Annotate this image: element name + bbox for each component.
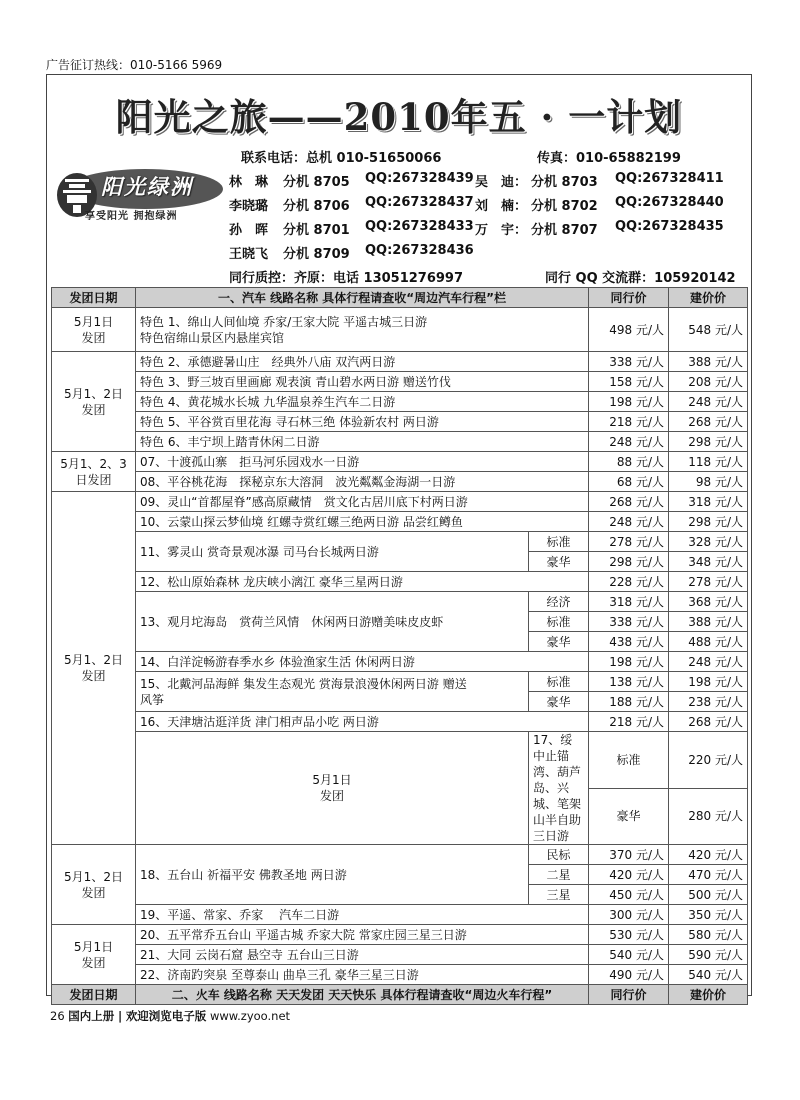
staff-name: 林 琳 — [229, 175, 269, 190]
website-url: www.zyoo.net — [209, 1009, 291, 1023]
footer-separator: | — [117, 1009, 123, 1023]
retail-price: 298 元/人 — [669, 512, 748, 532]
page-frame — [46, 74, 752, 1002]
retail-price: 318 元/人 — [669, 492, 748, 512]
grade-cell: 二星 — [529, 865, 589, 885]
table-header — [52, 985, 748, 1005]
grade-cell: 三星 — [529, 885, 589, 905]
staff-ext: 分机 8705 — [283, 175, 350, 190]
table-row — [52, 925, 748, 945]
retail-price: 208 元/人 — [669, 372, 748, 392]
route-cell: 07、十渡孤山寨 拒马河乐园戏水一日游 — [136, 452, 589, 472]
grade-cell: 标准 — [529, 532, 589, 552]
trade-price: 198 元/人 — [589, 392, 669, 412]
date-cell: 5月1、2、3 日发团 — [52, 452, 136, 492]
date-cell: 5月1日 发团 — [52, 308, 136, 352]
retail-price: 348 元/人 — [669, 552, 748, 572]
retail-price: 328 元/人 — [669, 532, 748, 552]
trade-price: 278 元/人 — [589, 532, 669, 552]
retail-price: 268 元/人 — [669, 712, 748, 732]
grade-cell: 标准 — [529, 672, 589, 692]
trade-price: 498 元/人 — [589, 308, 669, 352]
route-cell: 特色 5、平谷赏百里花海 寻石林三绝 体验新农村 两日游 — [136, 412, 589, 432]
trade-price: 420 元/人 — [589, 865, 669, 885]
route-cell: 特色 1、绵山人间仙境 乔家/王家大院 平遥古城三日游 特色宿绵山景区内悬崖宾馆 — [136, 308, 589, 352]
table-header — [52, 288, 748, 308]
date-cell: 5月1日 发团 — [136, 732, 529, 845]
staff-name: 刘 楠： — [475, 199, 528, 214]
trade-price: 370 元/人 — [589, 845, 669, 865]
trade-price: 218 元/人 — [589, 412, 669, 432]
route-cell: 09、灵山“首都屋脊”感高原藏情 赏文化古居川底下村两日游 — [136, 492, 589, 512]
table-row — [52, 592, 748, 612]
trade-price: 268 元/人 — [589, 492, 669, 512]
grade-cell: 标准 — [529, 612, 589, 632]
date-cell: 5月1、2日 发团 — [52, 352, 136, 452]
trade-price: 530 元/人 — [589, 925, 669, 945]
staff-qq: QQ:267328433 — [365, 219, 474, 234]
retail-price: 248 元/人 — [669, 392, 748, 412]
route-cell: 特色 2、承德避暑山庄 经典外八庙 双汽两日游 — [136, 352, 589, 372]
staff-ext: 分机 8706 — [283, 199, 350, 214]
contact-block — [47, 75, 751, 285]
staff-name: 万 宇： — [475, 223, 528, 238]
trade-price: 490 元/人 — [589, 965, 669, 985]
trade-price: 338 元/人 — [589, 352, 669, 372]
trade-price: 248 元/人 — [589, 432, 669, 452]
section-bus-header: 一、汽车 线路名称 具体行程请查收“周边汽车行程”栏 — [136, 288, 589, 308]
route-cell: 21、大同 云岗石窟 悬空寺 五台山三日游 — [136, 945, 589, 965]
route-table — [51, 287, 748, 1005]
phone-line: 联系电话：总机 010-51650066 — [241, 151, 442, 166]
grade-cell: 民标 — [529, 845, 589, 865]
staff-ext: 分机 8702 — [531, 199, 598, 214]
trade-price: 280 元/人 — [669, 788, 748, 845]
route-cell: 08、平谷桃花海 探秘京东大溶洞 波光粼粼金海湖一日游 — [136, 472, 589, 492]
route-cell: 15、北戴河品海鲜 集发生态观光 赏海景浪漫休闲两日游 赠送 风筝 — [136, 672, 529, 712]
trade-price: 450 元/人 — [589, 885, 669, 905]
table-row — [52, 652, 748, 672]
grade-cell: 标准 — [589, 732, 669, 789]
staff-qq: QQ:267328435 — [615, 219, 724, 234]
table-row — [52, 352, 748, 372]
staff-ext: 分机 8703 — [531, 175, 598, 190]
staff-name: 王晓飞 — [229, 247, 269, 262]
retail-price: 420 元/人 — [669, 845, 748, 865]
retail-price: 350 元/人 — [669, 905, 748, 925]
page-number: 26 — [50, 1009, 65, 1023]
trade-price: 318 元/人 — [589, 592, 669, 612]
table-row — [52, 572, 748, 592]
route-cell: 11、雾灵山 赏奇景观冰瀑 司马台长城两日游 — [136, 532, 529, 572]
trade-price: 138 元/人 — [589, 672, 669, 692]
col-trade-header: 同行价 — [589, 288, 669, 308]
col-retail-header: 建价价 — [669, 985, 748, 1005]
retail-price: 388 元/人 — [669, 612, 748, 632]
trade-price: 218 元/人 — [589, 712, 669, 732]
ebook-note: 欢迎浏览电子版 — [125, 1009, 207, 1023]
quality-control: 同行质控：齐原：电话 13051276997 — [229, 271, 464, 286]
staff-name: 吴 迪： — [475, 175, 528, 190]
logo-brand: 阳光绿洲 — [101, 174, 193, 199]
col-retail-header: 建价价 — [669, 288, 748, 308]
retail-price: 298 元/人 — [669, 432, 748, 452]
retail-price: 488 元/人 — [669, 632, 748, 652]
route-cell: 14、白洋淀畅游春季水乡 体验渔家生活 休闲两日游 — [136, 652, 589, 672]
section-train-header: 二、火车 线路名称 天天发团 天天快乐 具体行程请查收“周边火车行程” — [136, 985, 589, 1005]
route-cell: 20、五平常乔五台山 平遥古城 乔家大院 常家庄园三星三日游 — [136, 925, 589, 945]
table-row — [52, 532, 748, 552]
date-cell: 5月1、2日 发团 — [52, 845, 136, 925]
trade-price: 540 元/人 — [589, 945, 669, 965]
grade-cell: 经济 — [529, 592, 589, 612]
table-row — [52, 845, 748, 865]
staff-qq: QQ:267328411 — [615, 171, 724, 186]
staff-ext: 分机 8707 — [531, 223, 598, 238]
date-cell: 5月1日 发团 — [52, 925, 136, 985]
route-cell: 特色 6、丰宁坝上踏青休闲二日游 — [136, 432, 589, 452]
route-cell: 13、观月坨海岛 赏荷兰风情 休闲两日游赠美味皮皮虾 — [136, 592, 529, 652]
table-row — [52, 432, 748, 452]
ad-hotline: 广告征订热线：010-5166 5969 — [46, 58, 223, 72]
page-footer — [50, 1008, 290, 1024]
retail-price: 268 元/人 — [669, 412, 748, 432]
staff-ext: 分机 8701 — [283, 223, 350, 238]
logo-slogan: 享受阳光 拥抱绿洲 — [85, 211, 178, 222]
staff-qq: QQ:267328436 — [365, 243, 474, 258]
trade-price: 438 元/人 — [589, 632, 669, 652]
retail-price: 548 元/人 — [669, 308, 748, 352]
route-cell: 22、济南趵突泉 至尊泰山 曲阜三孔 豪华三星三日游 — [136, 965, 589, 985]
route-cell: 17、绥中止锚湾、葫芦岛、兴城、笔架山半自助三日游 — [529, 732, 589, 845]
grade-cell: 豪华 — [529, 632, 589, 652]
table-row — [52, 945, 748, 965]
retail-price: 278 元/人 — [669, 572, 748, 592]
table-row — [52, 372, 748, 392]
banner-title: 阳光之旅——2010年五 · 一计划 — [115, 95, 683, 139]
trade-price: 88 元/人 — [589, 452, 669, 472]
route-cell: 19、平遥、常家、乔家 汽车二日游 — [136, 905, 589, 925]
grade-cell: 豪华 — [589, 788, 669, 845]
fax-line: 传真：010-65882199 — [537, 151, 681, 166]
retail-price: 500 元/人 — [669, 885, 748, 905]
staff-qq: QQ:267328440 — [615, 195, 724, 210]
table-row — [52, 512, 748, 532]
trade-price: 158 元/人 — [589, 372, 669, 392]
staff-name: 孙 晖 — [229, 223, 269, 238]
retail-price: 590 元/人 — [669, 945, 748, 965]
col-date-header: 发团日期 — [52, 985, 136, 1005]
trade-price: 228 元/人 — [589, 572, 669, 592]
retail-price: 470 元/人 — [669, 865, 748, 885]
staff-qq: QQ:267328439 — [365, 171, 474, 186]
table-row — [52, 712, 748, 732]
route-cell: 特色 3、野三坡百里画廊 观表演 青山碧水两日游 赠送竹伐 — [136, 372, 589, 392]
retail-price: 580 元/人 — [669, 925, 748, 945]
table-row — [52, 732, 748, 789]
grade-cell: 豪华 — [529, 552, 589, 572]
trade-price: 198 元/人 — [589, 652, 669, 672]
table-row — [52, 472, 748, 492]
retail-price: 238 元/人 — [669, 692, 748, 712]
trade-price: 188 元/人 — [589, 692, 669, 712]
retail-price: 98 元/人 — [669, 472, 748, 492]
col-date-header: 发团日期 — [52, 288, 136, 308]
retail-price: 368 元/人 — [669, 592, 748, 612]
table-row — [52, 965, 748, 985]
table-row — [52, 452, 748, 472]
staff-ext: 分机 8709 — [283, 247, 350, 262]
retail-price: 118 元/人 — [669, 452, 748, 472]
route-cell: 10、云蒙山探云梦仙境 红螺寺赏红螺三绝两日游 品尝红鳟鱼 — [136, 512, 589, 532]
route-cell: 特色 4、黄花城水长城 九华温泉养生汽车二日游 — [136, 392, 589, 412]
retail-price: 198 元/人 — [669, 672, 748, 692]
table-row — [52, 392, 748, 412]
trade-price: 300 元/人 — [589, 905, 669, 925]
qq-group: 同行 QQ 交流群：105920142 — [545, 271, 736, 286]
trade-price: 338 元/人 — [589, 612, 669, 632]
staff-qq: QQ:267328437 — [365, 195, 474, 210]
table-row — [52, 492, 748, 512]
retail-price: 540 元/人 — [669, 965, 748, 985]
date-cell: 5月1、2日 发团 — [52, 492, 136, 845]
trade-price: 298 元/人 — [589, 552, 669, 572]
retail-price: 388 元/人 — [669, 352, 748, 372]
trade-price: 220 元/人 — [669, 732, 748, 789]
col-trade-header: 同行价 — [589, 985, 669, 1005]
section-name: 国内上册 — [68, 1009, 115, 1023]
table-row — [52, 905, 748, 925]
table-row — [52, 308, 748, 352]
trade-price: 248 元/人 — [589, 512, 669, 532]
route-cell: 16、天津塘沽逛洋货 津门相声品小吃 两日游 — [136, 712, 589, 732]
table-row — [52, 672, 748, 692]
retail-price: 248 元/人 — [669, 652, 748, 672]
staff-name: 李晓璐 — [229, 199, 269, 214]
route-cell: 12、松山原始森林 龙庆峡小漓江 豪华三星两日游 — [136, 572, 589, 592]
table-row — [52, 412, 748, 432]
grade-cell: 豪华 — [529, 692, 589, 712]
trade-price: 68 元/人 — [589, 472, 669, 492]
route-cell: 18、五台山 祈福平安 佛教圣地 两日游 — [136, 845, 529, 905]
